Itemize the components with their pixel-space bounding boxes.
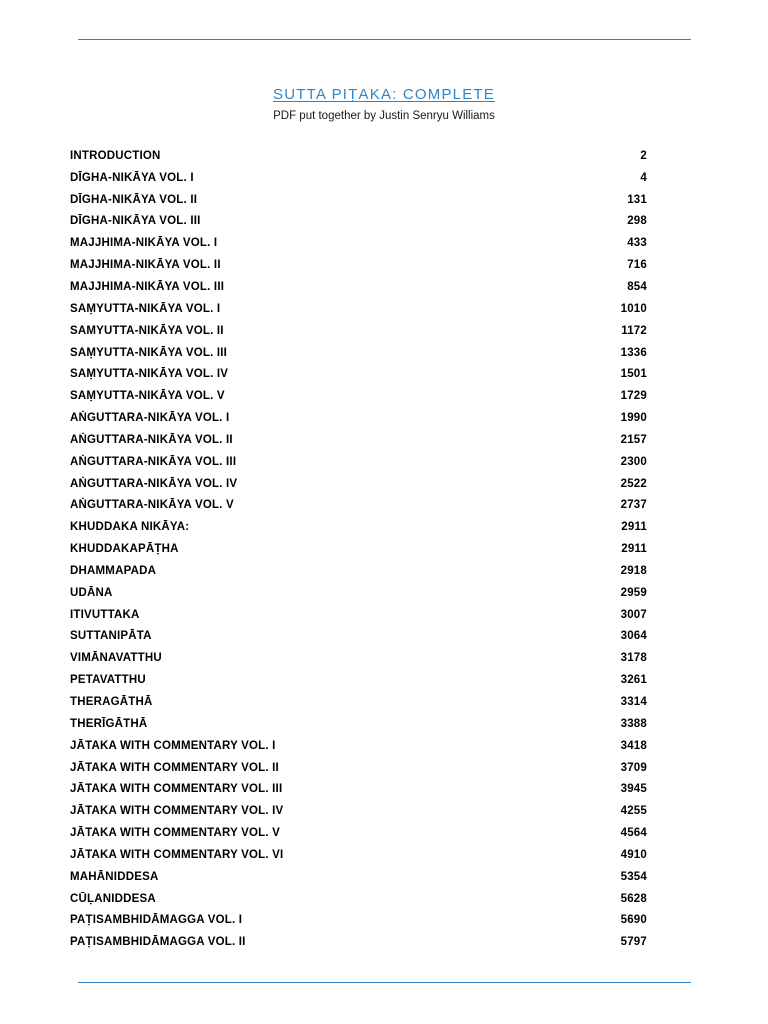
toc-entry-label: THERAGĀTHĀ [70,696,153,709]
toc-entry-page-number: 4 [640,171,647,184]
toc-entry[interactable] [70,910,647,932]
toc-entry-label: SAṂYUTTA-NIKĀYA VOL. V [70,390,225,403]
toc-entry-label: CŪḶANIDDESA [70,892,156,905]
toc-entry-page-number: 3418 [620,739,647,752]
toc-entry-label: SAṂYUTTA-NIKĀYA VOL. I [70,302,221,315]
toc-entry-page-number: 131 [627,193,647,206]
toc-entry[interactable] [70,691,647,713]
toc-entry-page-number: 1336 [620,346,647,359]
toc-entry[interactable] [70,516,647,538]
toc-entry-page-number: 3178 [620,652,647,665]
toc-entry[interactable] [70,888,647,910]
toc-entry-page-number: 5690 [620,914,647,927]
toc-entry[interactable] [70,363,647,385]
toc-entry[interactable] [70,778,647,800]
toc-entry-page-number: 5797 [620,936,647,949]
toc-entry[interactable] [70,232,647,254]
toc-entry-label: AṄGUTTARA-NIKĀYA VOL. II [70,433,233,446]
toc-entry-label: SAṂYUTTA-NIKĀYA VOL. IV [70,368,229,381]
toc-entry-page-number: 5354 [620,870,647,883]
document-subtitle: PDF put together by Justin Senryu Williams [273,110,495,122]
toc-entry-page-number: 3709 [620,761,647,774]
toc-entry-label: SAṂYUTTA-NIKĀYA VOL. III [70,346,228,359]
toc-entry[interactable] [70,298,647,320]
toc-entry-label: JĀTAKA WITH COMMENTARY VOL. III [70,783,283,796]
toc-entry-label: MAJJHIMA-NIKĀYA VOL. I [70,237,218,250]
toc-entry-label: MAJJHIMA-NIKĀYA VOL. II [70,259,221,272]
toc-entry-page-number: 4910 [620,848,647,861]
toc-entry[interactable] [70,866,647,888]
toc-entry-page-number: 2911 [621,521,647,534]
toc-entry[interactable] [70,582,647,604]
toc-entry-page-number: 2959 [620,586,647,599]
toc-entry-label: THERĪGĀTHĀ [70,717,148,730]
toc-entry-label: DĪGHA-NIKĀYA VOL. II [70,193,198,206]
toc-entry-page-number: 1990 [620,412,647,425]
toc-entry[interactable] [70,538,647,560]
toc-entry-page-number: 854 [627,280,647,293]
toc-entry-label: MAHĀNIDDESA [70,870,159,883]
bottom-rule [78,982,691,983]
toc-entry[interactable] [70,473,647,495]
toc-entry-page-number: 1501 [620,368,647,381]
toc-entry-label: UDĀNA [70,586,113,599]
toc-entry-page-number: 3314 [620,696,647,709]
toc-entry-label: DĪGHA-NIKĀYA VOL. I [70,171,194,184]
toc-entry-page-number: 2918 [620,564,647,577]
toc-entry-label: VIMĀNAVATTHU [70,652,162,665]
toc-entry-label: KHUDDAKA NIKĀYA: [70,521,190,534]
toc-entry-label: DĪGHA-NIKĀYA VOL. III [70,215,201,228]
toc-entry-label: PETAVATTHU [70,674,146,687]
toc-entry[interactable] [70,495,647,517]
toc-entry-page-number: 2522 [620,477,647,490]
toc-entry[interactable] [70,604,647,626]
toc-entry[interactable] [70,211,647,233]
toc-entry-label: AṄGUTTARA-NIKĀYA VOL. V [70,499,234,512]
toc-entry[interactable] [70,560,647,582]
toc-entry[interactable] [70,320,647,342]
toc-entry-page-number: 1729 [620,390,647,403]
document-title[interactable]: SUTTA PIṬAKA: COMPLETE [273,86,495,103]
toc-entry[interactable] [70,276,647,298]
toc-entry[interactable] [70,254,647,276]
toc-entry[interactable] [70,647,647,669]
toc-entry[interactable] [70,800,647,822]
toc-entry-page-number: 1010 [620,302,647,315]
toc-entry[interactable] [70,713,647,735]
toc-entry[interactable] [70,385,647,407]
toc-entry-label: JĀTAKA WITH COMMENTARY VOL. II [70,761,279,774]
toc-entry-page-number: 3064 [620,630,647,643]
toc-entry[interactable] [70,626,647,648]
toc-entry-label: ITIVUTTAKA [70,608,140,621]
toc-entry[interactable] [70,931,647,953]
toc-entry-page-number: 4564 [620,827,647,840]
top-rule [78,39,691,40]
toc-entry-label: JĀTAKA WITH COMMENTARY VOL. I [70,739,276,752]
toc-entry-label: AṄGUTTARA-NIKĀYA VOL. IV [70,477,238,490]
toc-entry[interactable] [70,189,647,211]
toc-entry-page-number: 433 [627,237,647,250]
toc-entry-page-number: 2300 [620,455,647,468]
toc-entry-page-number: 2911 [621,543,647,556]
toc-entry-page-number: 3007 [620,608,647,621]
toc-entry-page-number: 1172 [621,324,647,337]
toc-entry[interactable] [70,342,647,364]
toc-entry[interactable] [70,167,647,189]
toc-entry-label: PAṬISAMBHIDĀMAGGA VOL. II [70,936,246,949]
toc-entry-label: DHAMMAPADA [70,564,157,577]
toc-entry[interactable] [70,407,647,429]
toc-entry-page-number: 716 [627,259,647,272]
toc-entry-label: MAJJHIMA-NIKĀYA VOL. III [70,280,225,293]
toc-entry[interactable] [70,735,647,757]
toc-entry[interactable] [70,429,647,451]
toc-entry-label: INTRODUCTION [70,149,161,162]
toc-entry-page-number: 3261 [620,674,647,687]
toc-entry-page-number: 2737 [620,499,647,512]
toc-entry[interactable] [70,844,647,866]
toc-entry-page-number: 298 [627,215,647,228]
toc-entry-label: SAMYUTTA-NIKĀYA VOL. II [70,324,224,337]
toc-entry[interactable] [70,669,647,691]
toc-entry-label: AṄGUTTARA-NIKĀYA VOL. I [70,412,230,425]
toc-entry-label: KHUDDAKAPĀṬHA [70,543,179,556]
toc-entry-label: AṄGUTTARA-NIKĀYA VOL. III [70,455,237,468]
toc-entry[interactable] [70,822,647,844]
toc-entry-label: JĀTAKA WITH COMMENTARY VOL. V [70,827,281,840]
toc-entry[interactable] [70,451,647,473]
toc-entry-label: JĀTAKA WITH COMMENTARY VOL. IV [70,805,284,818]
toc-entry[interactable] [70,145,647,167]
toc-entry-page-number: 2157 [620,433,647,446]
toc-entry-page-number: 3945 [620,783,647,796]
toc-entry-label: JĀTAKA WITH COMMENTARY VOL. VI [70,848,284,861]
toc-entry[interactable] [70,757,647,779]
toc-entry-label: SUTTANIPĀTA [70,630,152,643]
toc-entry-page-number: 2 [640,149,647,162]
toc-entry-label: PAṬISAMBHIDĀMAGGA VOL. I [70,914,243,927]
toc-entry-page-number: 3388 [620,717,647,730]
toc-entry-page-number: 4255 [620,805,647,818]
toc-entry-page-number: 5628 [620,892,647,905]
table-of-contents [70,145,647,953]
